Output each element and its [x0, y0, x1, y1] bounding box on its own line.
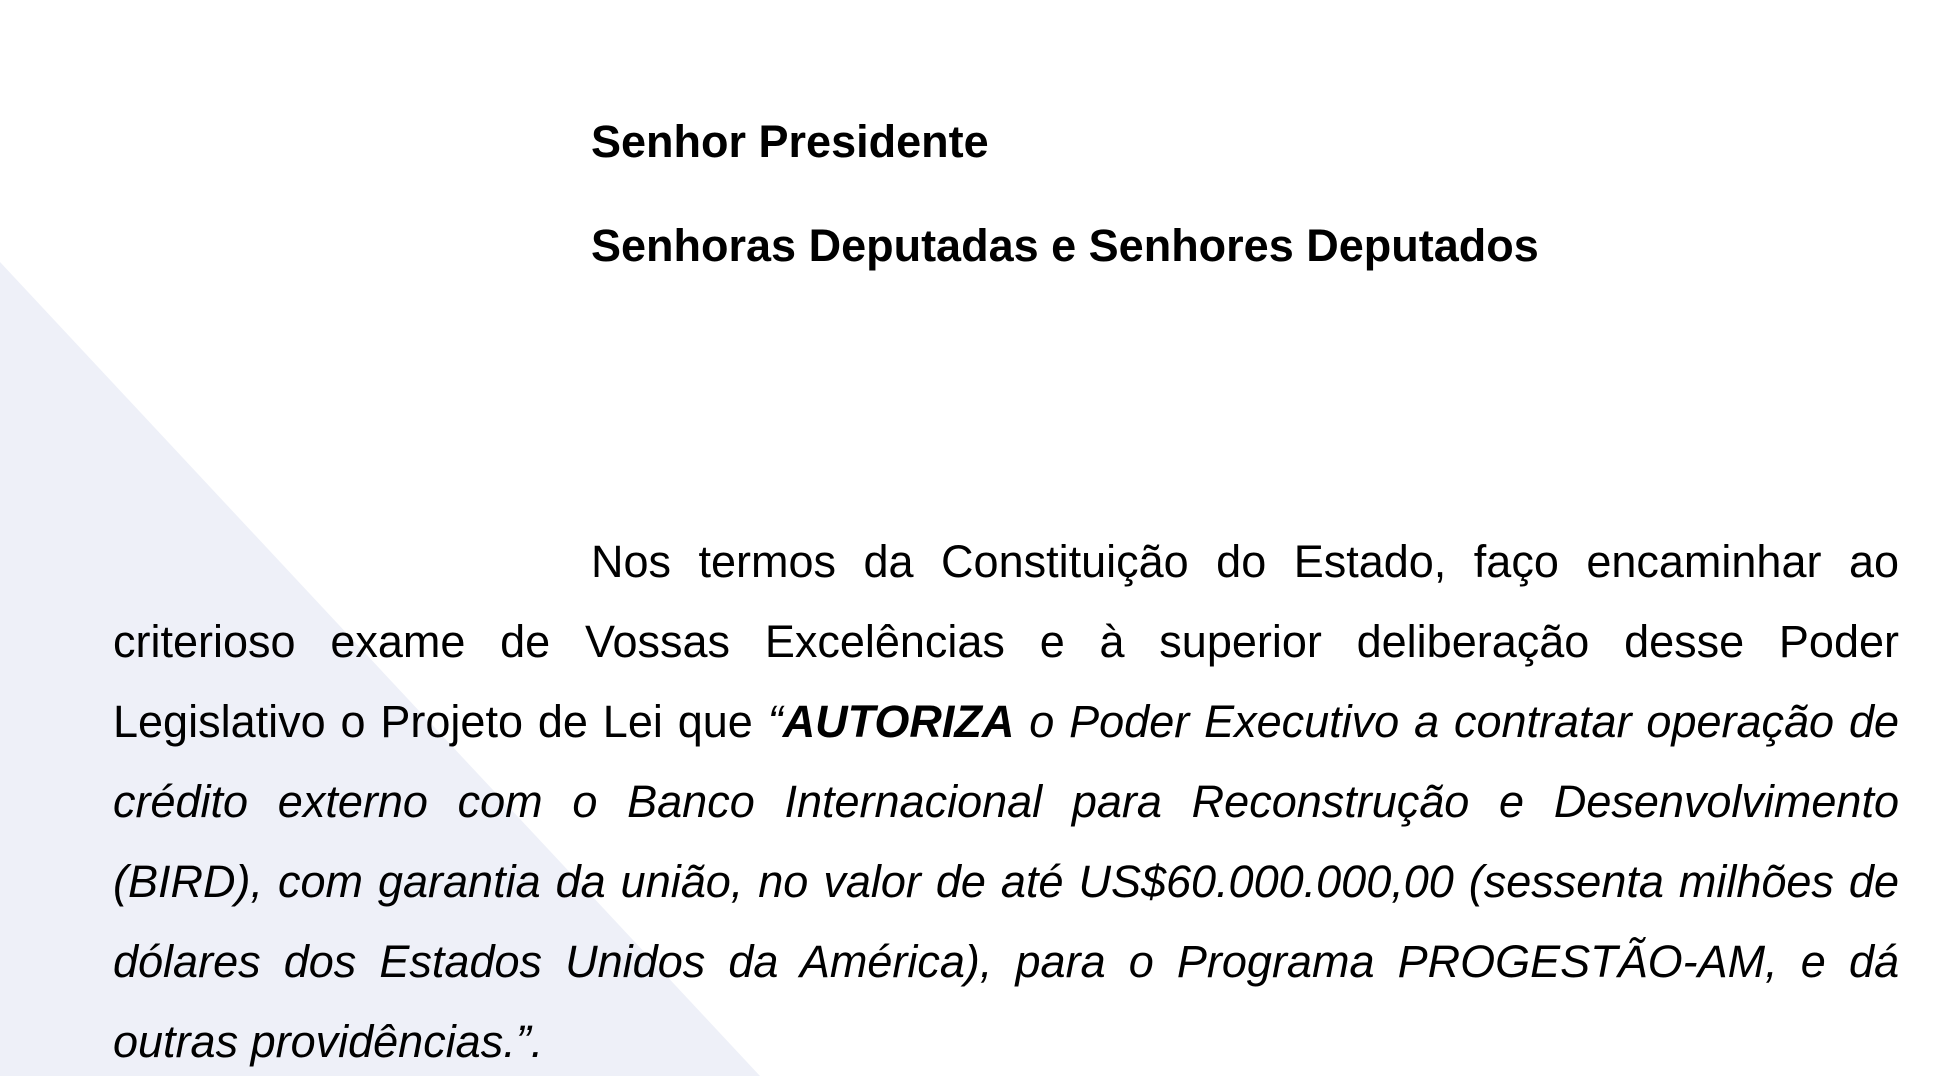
quote-open: “	[767, 696, 783, 747]
body-intro-text: Nos termos da Constituição do Estado, faço encaminhar ao criterioso exame de Vossas Excelências e à superior deliberação desse Poder Legislativo o Projeto de Lei que	[113, 536, 1899, 747]
bill-verb: AUTORIZA	[782, 696, 1015, 747]
salutation-line-2: Senhoras Deputadas e Senhores Deputados	[591, 220, 1539, 271]
body-paragraph	[113, 522, 1899, 1082]
bill-title	[113, 696, 1899, 1067]
bill-description: o Poder Executivo a contratar operação de crédito externo com o Banco Internacional para Reconstrução e Desenvolvimento (BIRD), com garantia da união, no valor de até US$60.000.000,00 (sessenta milhões de dólares dos Estados Unidos da América), para o Programa PROGESTÃO-AM, e dá outras providências.”.	[113, 696, 1900, 1067]
salutation-line-1: Senhor Presidente	[591, 116, 989, 167]
